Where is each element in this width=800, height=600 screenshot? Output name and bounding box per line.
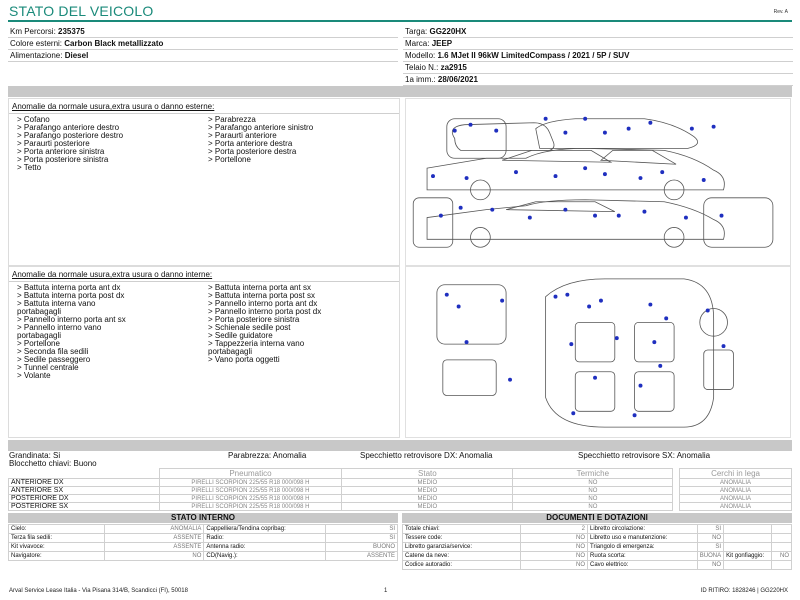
- damage-item: > Parafango anteriore destro: [17, 123, 120, 132]
- internal-damage-box: [8, 266, 400, 438]
- kv-label: Cavo elettrico:: [588, 561, 698, 570]
- damage-item: > Battuta interna porta post sx: [208, 291, 315, 300]
- info-value: 1.6 MJet II 96kW LimitedCompass / 2021 / 5P / SUV: [437, 51, 630, 60]
- page-title: STATO DEL VEICOLO: [9, 3, 154, 19]
- damage-item: > Battuta interna porta ant dx: [17, 283, 121, 292]
- info-row: [403, 74, 793, 86]
- tyre-table-header: [9, 469, 792, 479]
- internal-damage-title: Anomalie da normale usura,extra usura o danno interne:: [9, 267, 399, 282]
- kv-label: [724, 534, 772, 543]
- tyre-termiche: NO: [513, 487, 673, 495]
- kv-label: Ruota scorta:: [588, 552, 698, 561]
- tyre-stato: MEDIO: [342, 503, 513, 511]
- kv-label: [724, 561, 772, 570]
- grandinata-status: Grandinata: Si: [9, 451, 61, 460]
- damage-item: > Parabrezza: [208, 115, 256, 124]
- kv-value: NO: [520, 534, 587, 543]
- section-band: [8, 86, 792, 97]
- tyre-position: POSTERIORE DX: [9, 495, 160, 503]
- kv-label: Triangolo di emergenza:: [588, 543, 698, 552]
- internal-car-diagram: [405, 266, 791, 438]
- info-value: 28/06/2021: [437, 75, 478, 84]
- kv-value: SI: [326, 525, 398, 534]
- info-value: 235375: [58, 27, 85, 36]
- kv-value: NO: [520, 543, 587, 552]
- info-value: GG220HX: [429, 27, 467, 36]
- damage-item: > Sedile guidatore: [208, 331, 273, 340]
- damage-item: > Volante: [17, 371, 51, 380]
- tyre-position-header: [9, 469, 160, 479]
- tyre-position: ANTERIORE DX: [9, 479, 160, 487]
- external-damage-title: Anomalie da normale usura,extra usura o danno esterne:: [9, 99, 399, 114]
- tyre-stato: MEDIO: [342, 495, 513, 503]
- damage-item: > Seconda fila sedili: [17, 347, 89, 356]
- info-value: Carbon Black metallizzato: [64, 39, 164, 48]
- info-label: Modello:: [405, 51, 436, 60]
- kv-value: [772, 543, 792, 552]
- damage-item: > Paraurti posteriore: [17, 139, 90, 148]
- info-value: Diesel: [64, 51, 89, 60]
- specchietto-dx-status: Specchietto retrovisore DX: Anomalia: [360, 451, 493, 460]
- tyre-model: PIRELLI SCORPION 225/55 R18 000/098 H: [159, 495, 342, 503]
- external-damage-box: [8, 98, 400, 266]
- kv-value: ASSENTE: [104, 534, 204, 543]
- kv-label: Kit gonfiaggio:: [724, 552, 772, 561]
- tyre-header-cerchi: Cerchi in lega: [680, 469, 792, 479]
- kv-label: CD(Navig.):: [204, 552, 326, 561]
- kv-value: [772, 525, 792, 534]
- damage-item: > Tunnel centrale: [17, 363, 79, 372]
- tyre-header-pneumatico: Pneumatico: [159, 469, 342, 479]
- stato-interno-table: [8, 524, 398, 561]
- info-row: [8, 50, 398, 62]
- tyre-stato: MEDIO: [342, 487, 513, 495]
- kv-value: ASSENTE: [326, 552, 398, 561]
- kv-value: BUONO: [326, 543, 398, 552]
- info-label: Alimentazione:: [10, 51, 63, 60]
- footer-company: Arval Service Lease Italia - Via Pisana 314/B, Scandicci (FI), 50018: [9, 588, 188, 594]
- kv-label: Cappelliera/Tendina copribag:: [204, 525, 326, 534]
- kv-value: NO: [520, 561, 587, 570]
- kv-label: Tessere code:: [403, 534, 521, 543]
- tyre-position: ANTERIORE SX: [9, 487, 160, 495]
- damage-item: portabagagli: [17, 331, 62, 340]
- kv-label: Catene da neve:: [403, 552, 521, 561]
- kv-label: Radio:: [204, 534, 326, 543]
- external-car-diagram: [405, 98, 791, 266]
- kv-label: [724, 525, 772, 534]
- kv-label: Libretto circolazione:: [588, 525, 698, 534]
- kv-row: [9, 534, 398, 543]
- info-label: 1a imm.:: [405, 75, 436, 84]
- info-row: [403, 50, 793, 62]
- kv-row: [403, 534, 792, 543]
- kv-label: Antenna radio:: [204, 543, 326, 552]
- damage-item: > Sedile passeggero: [17, 355, 91, 364]
- tyre-row: [9, 479, 792, 487]
- damage-item: > Cofano: [17, 115, 50, 124]
- damage-item: > Pannello interno porta ant dx: [208, 299, 318, 308]
- damage-item: > Porta posteriore sinistra: [17, 155, 109, 164]
- kv-label: Cielo:: [9, 525, 105, 534]
- kv-value: NO: [697, 534, 723, 543]
- damage-item: > Porta anteriore sinistra: [17, 147, 105, 156]
- tyre-table: [8, 468, 792, 511]
- kv-value: NO: [697, 561, 723, 570]
- tyre-model: PIRELLI SCORPION 225/55 R18 000/098 H: [159, 487, 342, 495]
- damage-item: > Schienale sedile post: [208, 323, 291, 332]
- revision-label: Rev. A: [773, 9, 788, 15]
- tyre-model: PIRELLI SCORPION 225/55 R18 000/098 H: [159, 503, 342, 511]
- kv-value: SI: [697, 543, 723, 552]
- tyre-header-stato: Stato: [342, 469, 513, 479]
- external-damage-list-1: [17, 116, 208, 172]
- kv-value: ASSENTE: [104, 543, 204, 552]
- damage-item: > Portellone: [208, 155, 251, 164]
- parabrezza-status: Parabrezza: Anomalia: [228, 451, 307, 460]
- kv-row: [403, 561, 792, 570]
- footer-page-number: 1: [384, 588, 388, 594]
- damage-item: > Paraurti anteriore: [208, 131, 277, 140]
- kv-label: Totale chiavi:: [403, 525, 521, 534]
- external-damage-list-2: [208, 116, 399, 172]
- damage-item: > Battuta interna vano: [17, 299, 96, 308]
- info-row: [403, 38, 793, 50]
- internal-damage-list-2: [208, 284, 399, 380]
- damage-item: > Pannello interno porta post dx: [208, 307, 322, 316]
- tyre-row: [9, 495, 792, 503]
- tyre-cerchi: ANOMALIA: [680, 495, 792, 503]
- title-rule: [8, 20, 792, 22]
- tyre-model: PIRELLI SCORPION 225/55 R18 000/098 H: [159, 479, 342, 487]
- damage-item: > Battuta interna porta post dx: [17, 291, 125, 300]
- kv-row: [403, 543, 792, 552]
- kv-value: NO: [104, 552, 204, 561]
- blocchetto-status: Blocchetto chiavi: Buono: [9, 459, 97, 468]
- info-label: Targa:: [405, 27, 428, 36]
- vehicle-info-right: [403, 26, 793, 86]
- info-value: za2915: [440, 63, 467, 72]
- damage-item: > Vano porta oggetti: [208, 355, 280, 364]
- internal-damage-list-1: [17, 284, 208, 380]
- kv-label: Navigatore:: [9, 552, 105, 561]
- section-band: [8, 440, 792, 451]
- kv-row: [403, 525, 792, 534]
- tyre-position: POSTERIORE SX: [9, 503, 160, 511]
- specchietto-sx-status: Specchietto retrovisore SX: Anomalia: [578, 451, 711, 460]
- tyre-termiche: NO: [513, 495, 673, 503]
- damage-item: > Battuta interna porta ant sx: [208, 283, 311, 292]
- kv-value: [772, 561, 792, 570]
- info-row: [403, 62, 793, 74]
- damage-item: > Pannello interno porta ant sx: [17, 315, 126, 324]
- kv-value: 2: [520, 525, 587, 534]
- kv-value: NO: [520, 552, 587, 561]
- damage-item: > Parafango anteriore sinistro: [208, 123, 314, 132]
- damage-item: > Porta posteriore destra: [208, 147, 297, 156]
- tyre-row: [9, 487, 792, 495]
- kv-row: [9, 552, 398, 561]
- damage-item: portabagagli: [17, 307, 62, 316]
- tyre-cerchi: ANOMALIA: [680, 487, 792, 495]
- kv-value: ANOMALIA: [104, 525, 204, 534]
- kv-row: [9, 525, 398, 534]
- kv-label: Terza fila sedili:: [9, 534, 105, 543]
- damage-item: > Parafango posteriore destro: [17, 131, 124, 140]
- info-label: Colore esterni:: [10, 39, 63, 48]
- kv-label: Libretto garanzia/service:: [403, 543, 521, 552]
- kv-label: Codice autoradio:: [403, 561, 521, 570]
- info-value: JEEP: [431, 39, 453, 48]
- tyre-termiche: NO: [513, 479, 673, 487]
- tyre-stato: MEDIO: [342, 479, 513, 487]
- damage-item: > Portellone: [17, 339, 60, 348]
- documenti-table: [402, 524, 792, 570]
- stato-interno-header: STATO INTERNO: [8, 513, 398, 523]
- damage-item: > Tappezzeria interna vano: [208, 339, 305, 348]
- damage-item: > Pannello interno vano: [17, 323, 102, 332]
- damage-item: portabagagli: [208, 347, 253, 356]
- kv-row: [403, 552, 792, 561]
- kv-value: [772, 534, 792, 543]
- kv-row: [9, 543, 398, 552]
- info-row: [8, 38, 398, 50]
- info-row: [403, 26, 793, 38]
- info-label: Telaio N.:: [405, 63, 439, 72]
- kv-value: BUONA: [697, 552, 723, 561]
- tyre-cerchi: ANOMALIA: [680, 479, 792, 487]
- info-label: Marca:: [405, 39, 430, 48]
- kv-value: SI: [697, 525, 723, 534]
- tyre-termiche: NO: [513, 503, 673, 511]
- tyre-header-termiche: Termiche: [513, 469, 673, 479]
- tyre-cerchi: ANOMALIA: [680, 503, 792, 511]
- damage-item: > Porta posteriore sinistra: [208, 315, 300, 324]
- documenti-header: DOCUMENTI E DOTAZIONI: [402, 513, 792, 523]
- vehicle-info-left: [8, 26, 398, 62]
- kv-value: SI: [326, 534, 398, 543]
- damage-item: > Tetto: [17, 163, 42, 172]
- tyre-row: [9, 503, 792, 511]
- kv-label: [724, 543, 772, 552]
- info-label: Km Percorsi:: [10, 27, 56, 36]
- kv-label: Kit vivavoce:: [9, 543, 105, 552]
- footer-id-ritiro: ID RITIRO: 1828246 | GG220HX: [700, 588, 788, 594]
- info-row: [8, 26, 398, 38]
- damage-item: > Porta anteriore destra: [208, 139, 293, 148]
- kv-value: NO: [772, 552, 792, 561]
- kv-label: Libretto uso e manutenzione:: [588, 534, 698, 543]
